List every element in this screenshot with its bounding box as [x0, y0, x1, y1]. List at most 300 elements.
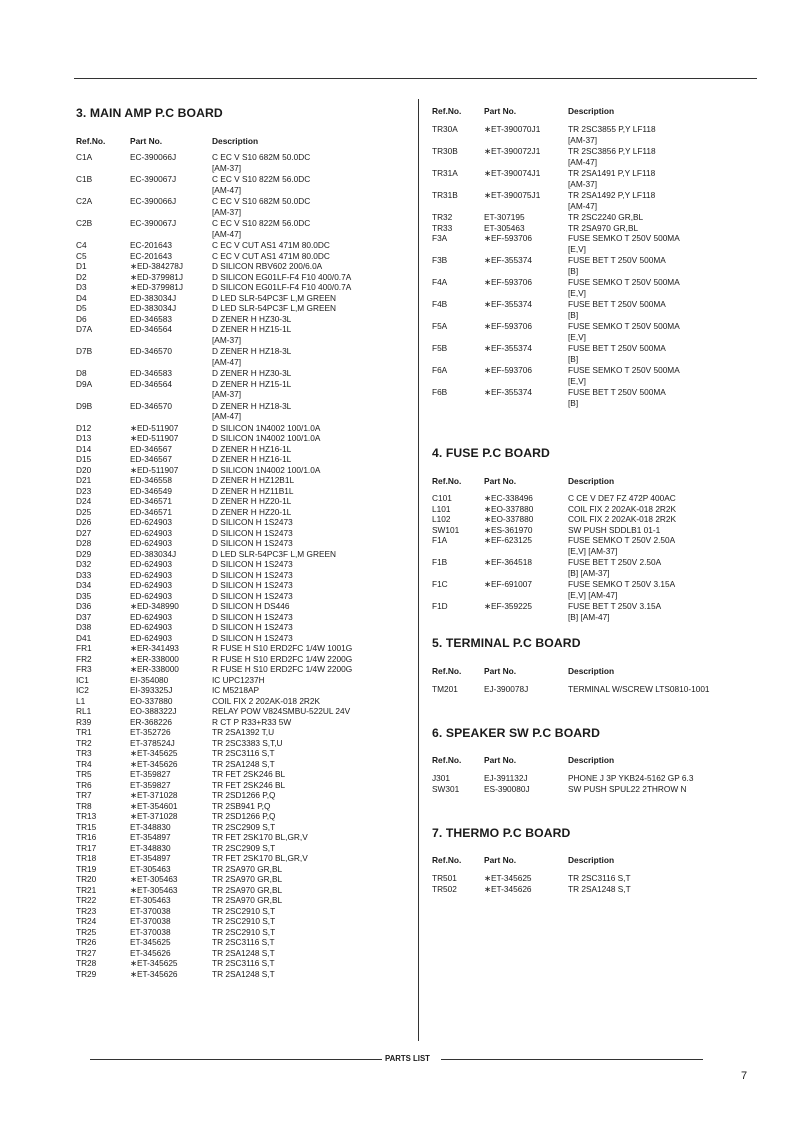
description: C EC V S10 822M 56.0DC — [212, 218, 311, 228]
ref-no: D8 — [76, 368, 87, 378]
parts-row — [76, 717, 406, 728]
parts-row — [76, 591, 406, 602]
ref-no: C2B — [76, 218, 93, 228]
parts-row — [76, 379, 406, 390]
section-title: 6. SPEAKER SW P.C BOARD — [432, 726, 600, 740]
ref-no: TR501 — [432, 873, 457, 883]
ref-no: L102 — [432, 514, 451, 524]
parts-row — [76, 282, 406, 293]
parts-row — [76, 790, 406, 801]
parts-row — [76, 664, 406, 675]
description: D LED SLR-54PC3F L,M GREEN — [212, 292, 337, 303]
part-no: ET-345625 — [130, 937, 171, 947]
description: D SILICON RBV602 200/6.0A — [212, 261, 323, 271]
description-note: [B] — [568, 353, 579, 364]
ref-no: D7B — [76, 346, 93, 356]
column-header-ref: Ref.No. — [432, 106, 462, 116]
ref-no: D25 — [76, 506, 92, 517]
part-no: ∗ET-354601 — [130, 800, 178, 811]
description: D ZENER H HZ18-3L — [212, 346, 292, 356]
part-no: ET-370038 — [130, 926, 171, 937]
ref-no: RL1 — [76, 706, 92, 716]
column-header-ref: Ref.No. — [76, 136, 106, 146]
part-no: ET-370038 — [130, 916, 171, 926]
parts-row — [432, 579, 762, 590]
ref-no: D38 — [76, 622, 92, 632]
part-no: ∗EC-338496 — [484, 493, 533, 503]
parts-row — [76, 196, 406, 207]
description: R FUSE H S10 ERD2FC 1/4W 2200G — [212, 664, 353, 674]
description: D SILICON H 1S2473 — [212, 559, 293, 569]
parts-row — [76, 885, 406, 896]
description: D SILICON H 1S2473 — [212, 580, 293, 590]
part-no: ∗ET-345626 — [130, 758, 178, 769]
part-no: ET-378524J — [130, 737, 175, 748]
part-no: ED-346570 — [130, 346, 172, 356]
description: R FUSE H S10 ERD2FC 1/4W 1001G — [212, 643, 353, 653]
part-no: EJ-391132J — [484, 773, 528, 783]
parts-row — [76, 218, 406, 229]
description: TR FET 2SK246 BL — [212, 769, 286, 779]
parts-row — [76, 706, 406, 717]
description: C CE V DE7 FZ 472P 400AC — [568, 493, 676, 503]
description-note: [E,V] — [568, 331, 586, 342]
description: FUSE BET T 250V 500MA — [568, 387, 666, 397]
description: FUSE SEMKO T 250V 3.15A — [568, 579, 676, 589]
description: D ZENER H HZ20-1L — [212, 496, 292, 506]
ref-no: F5B — [432, 343, 448, 353]
description: TR 2SC2910 S,T — [212, 926, 276, 937]
ref-no: D5 — [76, 303, 87, 313]
part-no: ∗ES-361970 — [484, 524, 533, 535]
ref-no: L1 — [76, 695, 86, 706]
parts-row — [76, 272, 406, 283]
parts-row — [76, 423, 406, 434]
part-no: ∗EF-593706 — [484, 233, 533, 243]
ref-no: D9A — [76, 378, 93, 389]
ref-no: TR31A — [432, 168, 458, 178]
description: TR 2SC2910 S,T — [212, 916, 276, 926]
part-no: ET-352726 — [130, 727, 171, 737]
ref-no: F3B — [432, 255, 448, 265]
description: FUSE BET T 250V 2.50A — [568, 557, 662, 567]
ref-no: D21 — [76, 475, 92, 485]
description: D SILICON H 1S2473 — [212, 590, 293, 601]
part-no: ∗EF-593706 — [484, 277, 533, 287]
description: TR 2SC2909 S,T — [212, 842, 276, 853]
parts-row — [76, 759, 406, 770]
ref-no: F3A — [432, 233, 448, 243]
ref-no: TR30B — [432, 146, 458, 156]
ref-no: D15 — [76, 454, 92, 464]
description: D ZENER H HZ15-1L — [212, 324, 292, 334]
column-header-ref: Ref.No. — [432, 855, 462, 865]
part-no: ∗ET-371028 — [130, 811, 178, 821]
ref-no: D33 — [76, 569, 92, 580]
description-note: [AM-47] — [212, 184, 242, 195]
part-no: ET-354897 — [130, 832, 171, 842]
part-no: EC-201643 — [130, 240, 172, 250]
part-no: ∗ET-345625 — [130, 748, 178, 758]
ref-no: D14 — [76, 443, 92, 454]
part-no: ED-383034J — [130, 548, 177, 559]
description: TR 2SA1248 S,T — [212, 968, 275, 979]
parts-row — [76, 454, 406, 465]
description: TR 2SC3116 S,T — [568, 873, 631, 883]
part-no: ED-624903 — [130, 622, 172, 632]
description: D SILICON H 1S2473 — [212, 611, 293, 622]
description: D SILICON H 1S2473 — [212, 538, 293, 548]
part-no: ∗ET-390075J1 — [484, 190, 541, 200]
ref-no: C2A — [76, 196, 93, 206]
parts-row — [76, 433, 406, 444]
description-note: [E,V] [AM-37] — [568, 545, 618, 556]
description: D SILICON H 1S2473 — [212, 569, 293, 580]
description: D ZENER H HZ20-1L — [212, 506, 292, 517]
description-note: [E,V] — [568, 287, 586, 298]
part-no: ∗ER-338000 — [130, 664, 179, 674]
description: TERMINAL W/SCREW LTS0810-1001 — [568, 684, 710, 694]
parts-row — [76, 601, 406, 612]
parts-row — [76, 822, 406, 833]
description: COIL FIX 2 202AK-018 2R2K — [212, 695, 321, 706]
ref-no: TR31B — [432, 190, 458, 200]
part-no: EC-390066J — [130, 152, 177, 162]
ref-no: D26 — [76, 517, 92, 527]
part-no: ∗ED-511907 — [130, 464, 179, 475]
part-no: ET-305463 — [130, 863, 171, 874]
description: TR 2SA1248 S,T — [212, 758, 275, 769]
description: D ZENER H HZ30-3L — [212, 368, 292, 378]
parts-row — [76, 559, 406, 570]
parts-row — [432, 514, 762, 525]
description: TR FET 2SK246 BL — [212, 779, 286, 790]
part-no: ∗ET-390070J1 — [484, 124, 541, 134]
ref-no: C1A — [76, 152, 93, 162]
description-note: [E,V] [AM-47] — [568, 589, 618, 600]
ref-no: D37 — [76, 611, 92, 622]
description-note: [E,V] — [568, 243, 586, 254]
part-no: ∗EF-359225 — [484, 601, 533, 611]
part-no: ET-348830 — [130, 842, 171, 853]
part-no: ED-624903 — [130, 559, 172, 569]
part-no: ∗EO-337880 — [484, 503, 534, 514]
description-note: [B] — [568, 309, 579, 320]
ref-no: F5A — [432, 321, 448, 331]
parts-row — [76, 696, 406, 707]
part-no: ∗EO-337880 — [484, 514, 534, 524]
description: FUSE BET T 250V 500MA — [568, 343, 666, 353]
ref-no: D4 — [76, 292, 87, 303]
part-no: ∗ET-371028 — [130, 790, 178, 800]
part-no: ET-359827 — [130, 769, 171, 779]
column-header-desc: Description — [212, 136, 259, 146]
description-note: [B] — [568, 397, 579, 408]
part-no: ED-624903 — [130, 538, 172, 548]
ref-no: TR16 — [76, 832, 97, 842]
description: C EC V CUT AS1 471M 80.0DC — [212, 250, 330, 261]
description: C EC V S10 822M 56.0DC — [212, 174, 311, 184]
part-no: ∗ED-348990 — [130, 601, 179, 611]
description: TR 2SC3855 P,Y LF118 — [568, 124, 656, 134]
part-no: ED-346571 — [130, 496, 172, 506]
part-no: EJ-390078J — [484, 684, 529, 694]
parts-row — [76, 643, 406, 654]
description-note: [AM-47] — [568, 200, 598, 211]
ref-no: F6A — [432, 365, 448, 375]
part-no: EI-393325J — [130, 685, 173, 695]
parts-row — [432, 146, 762, 157]
description: PHONE J 3P YKB24-5162 GP 6.3 — [568, 773, 694, 783]
ref-no: TR33 — [432, 222, 453, 233]
part-no: ∗ET-390072J1 — [484, 146, 541, 156]
description: D SILICON H 1S2473 — [212, 632, 293, 643]
ref-no: C1B — [76, 174, 93, 184]
description: RELAY POW V824SMBU-522UL 24V — [212, 706, 351, 716]
parts-row — [432, 299, 762, 310]
description: TR FET 2SK170 BL,GR,V — [212, 832, 308, 842]
description: R CT P R33+R33 5W — [212, 716, 292, 727]
ref-no: J301 — [432, 773, 450, 783]
part-no: ED-383034J — [130, 303, 177, 313]
ref-no: TR15 — [76, 821, 97, 832]
description: D ZENER H HZ30-3L — [212, 313, 292, 324]
description: IC UPC1237H — [212, 674, 265, 685]
parts-row — [76, 780, 406, 791]
description: TR 2SD1266 P,Q — [212, 790, 276, 800]
part-no: EO-337880 — [130, 695, 173, 706]
part-no: ED-346549 — [130, 485, 172, 496]
description: C EC V CUT AS1 471M 80.0DC — [212, 240, 330, 250]
part-no: ED-346571 — [130, 506, 172, 517]
ref-no: D29 — [76, 548, 92, 559]
parts-row — [76, 811, 406, 822]
part-no: EC-390067J — [130, 218, 177, 228]
ref-no: TR3 — [76, 748, 92, 758]
description: D ZENER H HZ18-3L — [212, 400, 292, 411]
ref-no: C4 — [76, 240, 87, 250]
description: COIL FIX 2 202AK-018 2R2K — [568, 503, 677, 514]
description-note: [AM-37] — [212, 162, 242, 173]
parts-row — [76, 633, 406, 644]
part-no: ED-624903 — [130, 611, 172, 622]
part-no: ET-305463 — [484, 222, 525, 233]
description: TR 2SC2910 S,T — [212, 905, 276, 916]
parts-row — [76, 727, 406, 738]
description: D SILICON H 1S2473 — [212, 517, 293, 527]
ref-no: D34 — [76, 580, 92, 590]
description: D LED SLR-54PC3F L,M GREEN — [212, 303, 337, 313]
description: D SILICON 1N4002 100/1.0A — [212, 433, 321, 443]
parts-row — [76, 654, 406, 665]
parts-row — [76, 801, 406, 812]
part-no: ED-624903 — [130, 580, 172, 590]
part-no: ER-368226 — [130, 716, 172, 727]
part-no: EI-354080 — [130, 674, 169, 685]
column-divider — [418, 99, 419, 1041]
part-no: ∗ET-305463 — [130, 884, 178, 895]
parts-row — [76, 927, 406, 938]
ref-no: F4A — [432, 277, 448, 287]
ref-no: TR2 — [76, 737, 92, 748]
description: TR 2SA1491 P,Y LF118 — [568, 168, 656, 178]
ref-no: SW101 — [432, 524, 460, 535]
parts-row — [76, 853, 406, 864]
parts-row — [432, 525, 762, 536]
ref-no: TR29 — [76, 968, 97, 979]
parts-row — [432, 365, 762, 376]
ref-no: F1A — [432, 535, 448, 545]
parts-row — [432, 321, 762, 332]
part-no: ∗ED-379981J — [130, 271, 184, 282]
ref-no: TR21 — [76, 884, 97, 895]
parts-row — [76, 916, 406, 927]
ref-no: D13 — [76, 433, 92, 443]
part-no: ∗ER-338000 — [130, 653, 179, 664]
column-header-desc: Description — [568, 106, 615, 116]
part-no: ∗EF-355374 — [484, 299, 533, 309]
part-no: EC-390066J — [130, 196, 177, 206]
description: TR 2SD1266 P,Q — [212, 811, 276, 821]
ref-no: C5 — [76, 250, 87, 261]
part-no: ED-346564 — [130, 378, 172, 389]
section-title: 4. FUSE P.C BOARD — [432, 446, 550, 460]
parts-row — [76, 444, 406, 455]
parts-row — [432, 277, 762, 288]
ref-no: TR19 — [76, 863, 97, 874]
description: D ZENER H HZ16-1L — [212, 443, 292, 454]
ref-no: FR1 — [76, 643, 92, 653]
description: TR 2SA1492 P,Y LF118 — [568, 190, 656, 200]
parts-row — [76, 675, 406, 686]
description: D SILICON EG01LF-F4 F10 400/0.7A — [212, 271, 352, 282]
part-no: ∗EF-364518 — [484, 557, 533, 567]
description: TR 2SC2909 S,T — [212, 821, 276, 832]
parts-row — [432, 784, 762, 795]
part-no: ED-346567 — [130, 454, 172, 464]
description: D LED SLR-54PC3F L,M GREEN — [212, 548, 337, 559]
ref-no: F4B — [432, 299, 448, 309]
ref-no: TR4 — [76, 758, 92, 769]
part-no: ED-346564 — [130, 324, 172, 334]
parts-row — [76, 303, 406, 314]
part-no: EC-201643 — [130, 250, 172, 261]
description: D SILICON H 1S2473 — [212, 527, 293, 538]
description: D ZENER H HZ12B1L — [212, 475, 295, 485]
parts-row — [432, 601, 762, 612]
ref-no: IC2 — [76, 685, 89, 695]
description: TR 2SC3856 P,Y LF118 — [568, 146, 656, 156]
column-header-part: Part No. — [484, 106, 517, 116]
part-no: ED-346583 — [130, 313, 172, 324]
parts-row — [76, 240, 406, 251]
part-no: ET-345626 — [130, 947, 171, 958]
description: FUSE BET T 250V 3.15A — [568, 601, 662, 611]
ref-no: F1D — [432, 601, 448, 611]
parts-row — [76, 843, 406, 854]
parts-row — [76, 580, 406, 591]
column-header-part: Part No. — [484, 476, 517, 486]
parts-row — [76, 864, 406, 875]
parts-row — [432, 504, 762, 515]
parts-row — [76, 622, 406, 633]
part-no: ∗ED-511907 — [130, 422, 179, 433]
parts-row — [76, 465, 406, 476]
column-header-desc: Description — [568, 666, 615, 676]
description: TR 2SA1392 T,U — [212, 727, 275, 737]
part-no: ∗ED-511907 — [130, 433, 179, 443]
description: TR 2SC3116 S,T — [212, 958, 275, 968]
description: FUSE SEMKO T 250V 500MA — [568, 233, 680, 243]
ref-no: IC1 — [76, 674, 89, 685]
ref-no: L101 — [432, 503, 451, 514]
description: TR 2SA1248 S,T — [568, 883, 631, 894]
parts-row — [76, 293, 406, 304]
parts-row — [432, 343, 762, 354]
ref-no: TR502 — [432, 883, 457, 894]
ref-no: D20 — [76, 464, 92, 475]
ref-no: D23 — [76, 485, 92, 496]
parts-row — [432, 535, 762, 546]
part-no: ED-346558 — [130, 475, 172, 485]
description: TR 2SB941 P,Q — [212, 800, 271, 811]
ref-no: D35 — [76, 590, 92, 601]
ref-no: TR28 — [76, 958, 97, 968]
ref-no: TR20 — [76, 874, 97, 884]
parts-row — [432, 223, 762, 234]
description-note: [AM-47] — [212, 411, 242, 421]
part-no: ∗ET-345626 — [130, 968, 178, 979]
ref-no: SW301 — [432, 783, 460, 794]
parts-row — [432, 124, 762, 135]
ref-no: F1B — [432, 557, 448, 567]
ref-no: D12 — [76, 422, 92, 433]
section-title: 5. TERMINAL P.C BOARD — [432, 636, 581, 650]
part-no: ∗ET-390074J1 — [484, 168, 541, 178]
parts-row — [432, 233, 762, 244]
ref-no: TR5 — [76, 769, 92, 779]
part-no: ED-624903 — [130, 632, 172, 643]
part-no: ∗ER-341493 — [130, 643, 179, 653]
parts-row — [76, 538, 406, 549]
part-no: ED-383034J — [130, 292, 177, 303]
column-header-ref: Ref.No. — [432, 476, 462, 486]
part-no: ∗EF-593706 — [484, 365, 533, 375]
description: D ZENER H HZ15-1L — [212, 378, 292, 389]
parts-row — [432, 387, 762, 398]
ref-no: D1 — [76, 261, 87, 271]
parts-row — [76, 251, 406, 262]
part-no: ED-346567 — [130, 443, 172, 454]
part-no: ∗EF-623125 — [484, 535, 533, 545]
description-note: [B] — [568, 265, 579, 276]
description: TR 2SA1248 S,T — [212, 947, 275, 958]
description: FUSE SEMKO T 250V 500MA — [568, 277, 680, 287]
parts-row — [432, 212, 762, 223]
parts-row — [76, 738, 406, 749]
top-rule — [74, 78, 757, 79]
ref-no: D28 — [76, 538, 92, 548]
ref-no: D7A — [76, 324, 93, 334]
parts-row — [76, 152, 406, 163]
description-note: [AM-37] — [568, 134, 598, 145]
parts-row — [76, 906, 406, 917]
ref-no: D41 — [76, 632, 92, 643]
ref-no: D9B — [76, 400, 93, 411]
part-no: EC-390067J — [130, 174, 177, 184]
parts-row — [76, 528, 406, 539]
part-no: ∗ED-384278J — [130, 261, 184, 271]
